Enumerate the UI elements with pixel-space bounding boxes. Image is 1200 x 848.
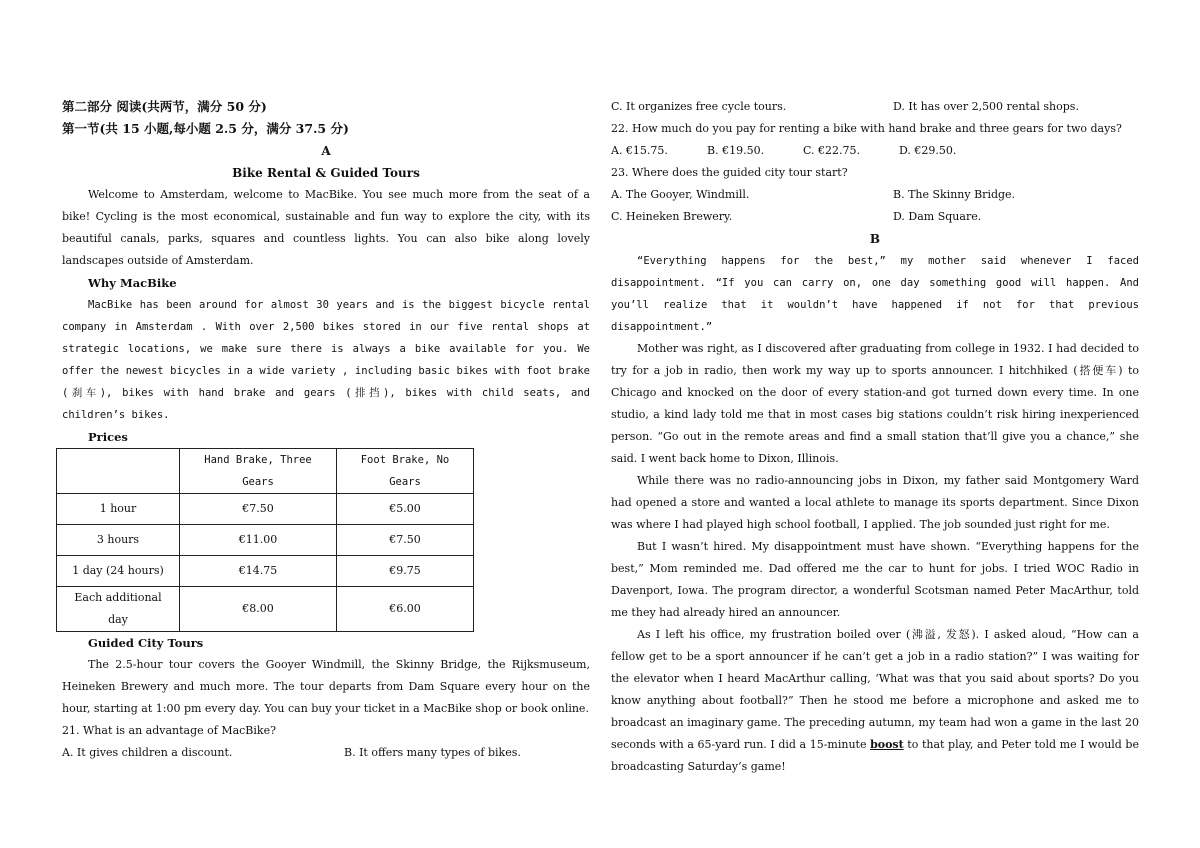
table-cell: 3 hours [57,525,180,556]
question-21-options-cd [611,96,1139,118]
passage-b-paragraph-1: “Everything happens for the best,” my mother said whenever I faced disappointment. “If you can carry on, one day something good will happen. And you’ll realize that it wouldn’t have happened if not for that previous disappointment.” [611,255,1139,333]
question-22-options [611,140,1139,162]
guided-tours-text: The 2.5-hour tour covers the Gooyer Windmill, the Skinny Bridge, the Rijksmuseum, Heineken Brewery and much more. The tour departs from Dam Square every hour on the hour, starting at 1:00 pm every day. You can buy your ticket in a MacBike shop or book online. [62,658,590,715]
question-21-options-ab [62,742,590,764]
passage-b-letter: B [869,232,881,246]
option-23-b[interactable]: B. The Skinny Bridge. [893,188,1016,201]
passage-b-paragraph-4: But I wasn’t hired. My disappointment must have shown. “Everything happens for the best,” Mom reminded me. Dad offered me the car to hunt for jobs. I tried WOC Radio in Davenport, Iowa. The program director, a wonderful Scotsman named Peter MacArthur, told me they had already hired an announcer. [611,540,1139,619]
table-header-cell: Foot Brake, No Gears [337,449,474,494]
why-macbike-text: MacBike has been around for almost 30 years and is the biggest bicycle rental company in Amsterdam . With over 2,500 bikes stored in our five rental shops at strategic locations, we make sure there is always a bike available for you. We offer the newest bicycles in a wide variety , including basic bikes with foot brake (刹车), bikes with hand brake and gears (排挡), bikes with child seats, and children’s bikes. [62,299,590,421]
table-cell: Each additional day [57,587,180,632]
option-22-c[interactable]: C. €22.75. [803,144,861,157]
prices-table [56,448,474,632]
right-column [611,96,1139,778]
passage-a-title: Bike Rental & Guided Tours [232,166,420,180]
question-23-stem: 23. Where does the guided city tour start? [611,166,848,179]
question-23-options-cd [611,206,1139,228]
section-part-title: 第二部分 阅读(共两节，满分 50 分) [62,99,267,114]
option-21-c[interactable]: C. It organizes free cycle tours. [611,100,787,113]
table-row [57,525,474,556]
option-23-d[interactable]: D. Dam Square. [893,210,982,223]
table-cell: €6.00 [337,587,474,632]
table-header-row [57,449,474,494]
question-21-stem: 21. What is an advantage of MacBike? [62,724,276,737]
guided-tours-heading: Guided City Tours [88,636,204,650]
table-cell: 1 hour [57,494,180,525]
option-22-a[interactable]: A. €15.75. [611,144,668,157]
left-column [62,96,590,764]
paragraph-5-text-end: to that play, and Peter told me I would be broadcasting Saturday’s game! [611,738,1139,773]
option-21-a[interactable]: A. It gives children a discount. [62,746,233,759]
option-22-b[interactable]: B. €19.50. [707,144,765,157]
why-macbike-heading: Why MacBike [88,276,177,290]
option-22-d[interactable]: D. €29.50. [899,144,957,157]
option-23-c[interactable]: C. Heineken Brewery. [611,210,733,223]
table-cell: €8.00 [180,587,337,632]
option-23-a[interactable]: A. The Gooyer, Windmill. [611,188,750,201]
table-cell: €5.00 [337,494,474,525]
passage-a-letter: A [321,144,331,158]
option-21-d[interactable]: D. It has over 2,500 rental shops. [893,100,1079,113]
passage-a-intro: Welcome to Amsterdam, welcome to MacBike. You see much more from the seat of a bike! Cycling is the most economical, sustainable and fun way to explore the city, with its beautiful canals, parks, squares and countless lights. You can also bike along lovely landscapes outside of Amsterdam. [62,188,590,267]
table-cell: €14.75 [180,556,337,587]
question-22-stem: 22. How much do you pay for renting a bike with hand brake and three gears for two days? [611,122,1122,135]
table-header-cell [57,449,180,494]
table-cell: €9.75 [337,556,474,587]
prices-heading: Prices [88,430,128,444]
passage-b-paragraph-2: Mother was right, as I discovered after graduating from college in 1932. I had decided to try for a job in radio, then work my way up to sports announcer. I hitchhiked (搭便车) to Chicago and knocked on the door of every station-and got turned down every time. In one studio, a kind lady told me that in most cases big stations couldn’t risk hiring inexperienced person. “Go out in the remote areas and find a small station that’ll give you a chance,” she said. I went back home to Dixon, Illinois. [611,342,1139,465]
paragraph-5-text-start: As I left his office, my frustration boiled over (沸溢, 发怒). I asked aloud, “How can a fellow get to be a sport announcer if he can’t get a job in a radio station?” I was waiting for the elevator when I heard MacArthur calling, ‘What was that you said about sports? Do you know anything about football?” Then he stood me before a microphone and asked me to broadcast an imaginary game. The preceding autumn, my team had won a game in the last 20 seconds with a 65-yard run. I did a 15-minute [611,628,1139,751]
section-sub-title: 第一节(共 15 小题,每小题 2.5 分，满分 37.5 分) [62,121,349,136]
table-cell: €11.00 [180,525,337,556]
table-cell: €7.50 [337,525,474,556]
option-21-b[interactable]: B. It offers many types of bikes. [344,746,521,759]
table-row [57,556,474,587]
passage-b-paragraph-3: While there was no radio-announcing jobs in Dixon, my father said Montgomery Ward had opened a store and wanted a local athlete to manage its sports department. Since Dixon was where I had played high school football, I applied. The job sounded just right for me. [611,474,1139,531]
table-cell: €7.50 [180,494,337,525]
table-header-cell: Hand Brake, Three Gears [180,449,337,494]
table-row [57,494,474,525]
underlined-word-boost: boost [870,738,904,751]
table-row [57,587,474,632]
question-23-options-ab [611,184,1139,206]
table-cell: 1 day (24 hours) [57,556,180,587]
passage-b-paragraph-5 [611,624,1139,778]
